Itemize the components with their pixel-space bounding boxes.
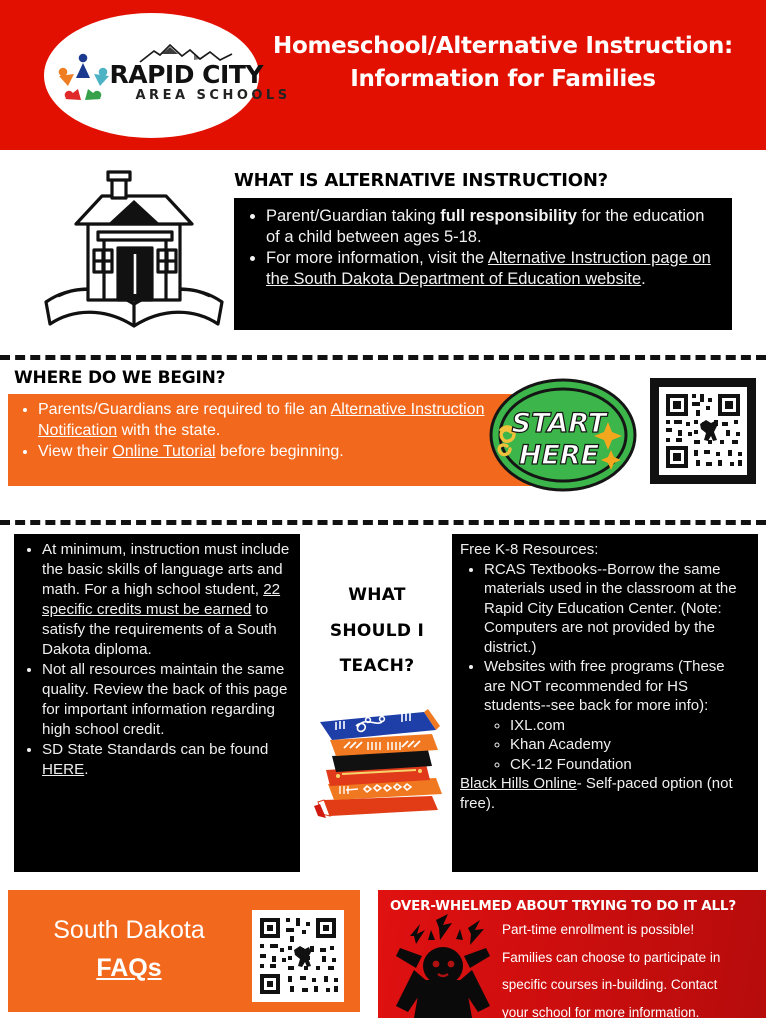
list-item <box>484 657 750 774</box>
list-item: ◦ CK-12 Foundation <box>510 755 750 775</box>
left-b3-b: . <box>84 760 89 778</box>
list-item <box>484 560 750 658</box>
s1-b2-a: For more information, visit the <box>266 249 488 268</box>
s1-b1-b: for the education of a child between ages 5-18. <box>266 207 705 247</box>
teach-heading-line2: SHOULD I <box>329 620 425 641</box>
sd-standards-here-link[interactable]: HERE <box>42 760 85 778</box>
list-item <box>266 206 722 248</box>
resources-b2: Websites with free programs (These are NOT recommended for HS students--see back for more info): <box>484 658 725 714</box>
overwhelmed-line1: Part-time enrollment is possible! <box>502 922 695 937</box>
overwhelmed-line3: specific courses in-building. Contact <box>502 977 718 993</box>
left-b1-a: At minimum, instruction must include the basic skills of language arts and math. For a high school student, <box>42 541 290 598</box>
list-item <box>38 442 558 463</box>
resources-footer-text: - Self-paced option (not free). <box>460 775 733 812</box>
resources-sublist <box>484 716 750 775</box>
teach-requirements-box <box>14 534 300 872</box>
left-b2-a: Not all resources maintain the same quality. Review the back of this page for important information regarding high school credit. <box>42 660 288 738</box>
s1-b2-b: . <box>641 270 646 289</box>
stressed-person-icon <box>384 914 502 1018</box>
list-item: ◦ Khan Academy <box>510 735 750 755</box>
badge-line1: START <box>511 408 607 439</box>
section2-heading: WHERE DO WE BEGIN? <box>14 368 226 388</box>
schoolhouse-on-book-icon <box>42 162 228 338</box>
qr-code-start-here[interactable] <box>650 378 756 484</box>
sd-faqs-line1: South Dakota <box>53 916 205 944</box>
logo-star-people-icon <box>56 52 112 104</box>
resources-bullet-list <box>460 560 750 775</box>
resources-footer <box>460 774 750 813</box>
list-item: ◦ IXL.com <box>510 716 750 736</box>
left-b3-a: SD State Standards can be found <box>42 740 269 758</box>
section-what-should-i-teach <box>0 528 766 876</box>
page-title-line1: Homeschool/Alternative Instruction: <box>273 33 733 59</box>
section1-content-box <box>234 198 732 330</box>
alternative-instruction-link[interactable]: Alternative Instruction page on the South Dakota Department of Education website <box>266 249 711 289</box>
overwhelmed-panel <box>378 890 766 1021</box>
section1-heading: WHAT IS ALTERNATIVE INSTRUCTION? <box>234 170 608 191</box>
list-item <box>42 740 292 780</box>
teach-heading-line1: WHAT <box>348 585 406 605</box>
sd-faqs-panel <box>8 890 360 1012</box>
overwhelmed-line4: your school for more information. <box>502 1005 700 1021</box>
s2-b2-b: before beginning. <box>215 442 344 460</box>
credits-link[interactable]: 22 specific credits must be earned <box>42 580 281 618</box>
list-item <box>42 660 292 740</box>
left-b1-b: to satisfy the requirements of a South Dakota diploma. <box>42 600 277 658</box>
section-what-is-alternative-instruction <box>0 150 766 348</box>
header-banner <box>0 0 766 150</box>
logo-brand-line1: RAPID CITY <box>109 59 263 89</box>
page-title <box>268 30 738 97</box>
resources-b1: RCAS Textbooks--Borrow the same materials used in the classroom at the Rapid City Education Center. (Note: Computers are not provided by the district.) <box>484 560 737 656</box>
section2-content-box <box>8 394 568 486</box>
teach-left-bullet-list <box>18 540 292 780</box>
qr-code-faqs[interactable] <box>252 910 344 1002</box>
stack-of-books-icon <box>306 700 452 828</box>
overwhelmed-body <box>502 916 760 1027</box>
overwhelmed-line2: Families can choose to participate in <box>502 949 721 965</box>
badge-line2: HERE <box>518 440 600 471</box>
alternative-instruction-notification-link[interactable]: Alternative Instruction Notification <box>38 401 485 439</box>
teach-heading-line3: TEACH? <box>339 656 415 677</box>
s1-b1-a: Parent/Guardian taking <box>266 207 441 225</box>
online-tutorial-link[interactable]: Online Tutorial <box>112 442 216 460</box>
rcas-logo <box>44 13 291 138</box>
divider-2 <box>0 520 766 525</box>
s1-b1-bold: full responsibility <box>440 207 577 225</box>
resources-intro: Free K-8 Resources: <box>460 541 599 558</box>
s2-b1-b: with the state. <box>117 421 221 439</box>
teach-resources-box <box>452 534 758 872</box>
divider-1 <box>0 355 766 360</box>
section2-bullet-list <box>14 400 558 462</box>
list-item <box>266 248 722 290</box>
start-here-badge <box>487 376 639 494</box>
list-item <box>38 400 558 442</box>
s2-b1-a: Parents/Guardians are required to file an <box>38 401 331 418</box>
section-where-do-we-begin <box>0 362 766 512</box>
overwhelmed-heading: OVER-WHELMED ABOUT TRYING TO DO IT ALL? <box>390 898 736 914</box>
section1-bullet-list <box>242 206 722 290</box>
s2-b2-a: View their <box>38 442 113 460</box>
logo-brand-line2: AREA SCHOOLS <box>135 87 291 103</box>
black-hills-online-link[interactable]: Black Hills Online <box>460 775 577 792</box>
sd-faqs-link[interactable]: FAQs <box>96 953 162 982</box>
sd-faqs-text <box>24 912 234 987</box>
list-item <box>42 540 292 660</box>
page-title-line2: Information for Families <box>350 66 656 93</box>
teach-heading <box>306 578 448 685</box>
